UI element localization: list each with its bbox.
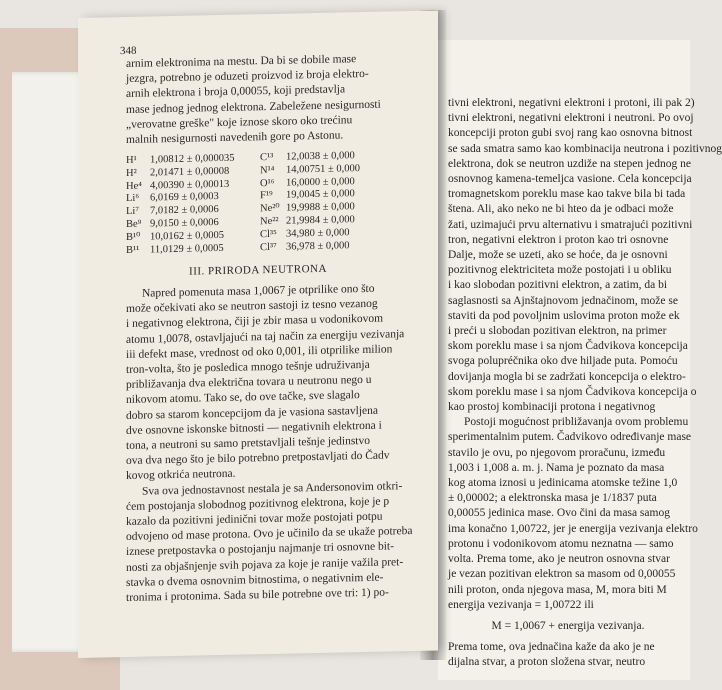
text-line: jezgra, potrebno je oduzeti proizvod iz broja elektro- bbox=[126, 68, 369, 86]
isotope-mass: 12,0038 ± 0,000 bbox=[286, 150, 355, 163]
text-line: energija vezivanja = 1,00722 ili bbox=[448, 598, 594, 611]
text-line: žati, uzimajući prvu alternativu i smatrajući pozitivni bbox=[448, 218, 693, 231]
text-line: Napred pomenuta masa 1,0067 je otprilike ono što bbox=[142, 282, 375, 300]
text-line: kog atoma iznosi u jedinicama atomske težine 1,0 bbox=[448, 477, 678, 490]
text-line: dijalna stvar, a proton složena stvar, neutro bbox=[448, 656, 646, 669]
isotope-mass: 34,980 ± 0,000 bbox=[286, 227, 350, 240]
isotope-mass-table bbox=[126, 149, 426, 258]
text-line: sperimentalnim putem. Čadvikovo određivanje mase bbox=[448, 431, 692, 444]
text-line: staviti da pod povoljnim uslovima proton može ek bbox=[448, 309, 680, 322]
text-line: odvojeno od mase protona. Ovo je učinilo da se ukaže potreba bbox=[126, 525, 413, 544]
text-line: tron, negativni elektron i proton kao tri osnovne bbox=[448, 233, 669, 246]
isotope-symbol: Cl³⁷ bbox=[260, 241, 277, 253]
text-line: kazalo da pozitivni jedinični tovar može postojati potpu bbox=[126, 510, 383, 529]
isotope-symbol: F¹⁹ bbox=[260, 190, 273, 202]
isotope-symbol: Be⁹ bbox=[126, 218, 142, 230]
right-page bbox=[438, 40, 722, 680]
isotope-symbol: B¹¹ bbox=[126, 244, 140, 256]
text-line: mase jednog jednog elektrona. Zabeležene nesigurnosti bbox=[126, 98, 381, 116]
isotope-mass: 14,00751 ± 0,000 bbox=[286, 162, 361, 176]
text-line: 0,00055 jedinica mase. Ovo čini da masa samog bbox=[448, 507, 670, 520]
text-line: Prema tome, ova jednačina kaže da ako je ne bbox=[448, 641, 655, 654]
isotope-mass: 10,0162 ± 0,0005 bbox=[150, 229, 225, 243]
isotope-symbol: Cl³⁵ bbox=[260, 228, 277, 240]
text-line: pozitivnog elektriciteta može postojati i u obliku bbox=[448, 264, 672, 277]
isotope-symbol: H² bbox=[126, 167, 137, 179]
text-line: malnih nesigurnosti navedenih gore po Astonu. bbox=[126, 129, 344, 147]
text-line: koncepciji proton gubi svoj rang kao osnovna bitnost bbox=[448, 127, 693, 140]
text-line: tivni elektroni, negativni elektroni i protoni, ili pak 2) bbox=[448, 97, 695, 109]
section-body bbox=[126, 281, 426, 607]
isotope-symbol: O¹⁶ bbox=[260, 177, 275, 189]
text-line: ± 0,00002; a elektronska masa je 1/1837 puta bbox=[448, 492, 657, 505]
text-line: i negativnog elektrona, čiji je zbir masa u vodonikovom bbox=[126, 313, 384, 331]
isotope-symbol: C¹³ bbox=[260, 151, 274, 164]
isotope-symbol: H¹ bbox=[126, 154, 137, 166]
text-line: arnim elektronima na mestu. Da bi se dobile mase bbox=[126, 53, 357, 70]
text-line: volta. Prema tome, ako je neutron osnovna stvar bbox=[448, 553, 670, 566]
isotope-mass: 36,978 ± 0,000 bbox=[286, 239, 350, 253]
isotope-mass: 1,00812 ± 0,000035 bbox=[150, 152, 235, 166]
text-line: tron-volta, što je posledica mnogo tešnje udruživanja bbox=[126, 358, 370, 377]
text-line: 1,003 i 1,008 a. m. j. Nama je poznato da masa bbox=[448, 461, 665, 474]
text-line: svoga polupréčnika oko dve hiljade puta. Pomoću bbox=[448, 355, 678, 368]
text-line: štena. Ali, ako neko ne bi hteo da je odbaci može bbox=[448, 203, 674, 216]
isotope-mass: 16,0000 ± 0,000 bbox=[286, 175, 355, 189]
text-line: dovijanja mogla bi se zadržati koncepcija o elektro- bbox=[448, 370, 686, 383]
text-line: skom poreklu mase i sa njom Čadvikova koncepcija o bbox=[448, 385, 697, 398]
section-title: III. PRIRODA NEUTRONA bbox=[189, 262, 327, 278]
equation: M = 1,0067 + energija vezivanja. bbox=[491, 619, 645, 632]
text-line: nili proton, onda njegova masa, M, mora biti M bbox=[448, 583, 667, 596]
isotope-mass: 9,0150 ± 0,0006 bbox=[150, 217, 219, 230]
text-line: i kao slobodan pozitivni elektron, a zatim, da bi bbox=[448, 279, 668, 292]
isotope-mass: 6,0169 ± 0,0003 bbox=[150, 191, 219, 204]
isotope-symbol: B¹⁰ bbox=[126, 231, 141, 243]
isotope-mass: 11,0129 ± 0,0005 bbox=[150, 242, 224, 256]
isotope-symbol: N¹⁴ bbox=[260, 164, 275, 176]
text-line: približavanja dva električna tovara u neutronu nego u bbox=[126, 374, 372, 392]
text-line: tivni elektroni, negativni elektroni i neutroni. Po ovoj bbox=[448, 112, 694, 125]
text-line: Dalje, može se uzeti, ako se hoće, da je osnovni bbox=[448, 249, 668, 262]
text-line: kao prostoj kombinaciji protona i negativnog bbox=[448, 401, 656, 414]
text-line: skom poreklu mase i sa njom Čadvikova koncepcija bbox=[448, 340, 688, 353]
text-line: kovog otkrića neutrona. bbox=[126, 468, 236, 483]
text-line: saglasnosti sa Ajnštajnovom jednačinom, može se bbox=[448, 294, 678, 307]
isotope-mass: 19,0045 ± 0,000 bbox=[286, 188, 355, 202]
text-line: stavilo je ovu, po njegovom proračunu, između bbox=[448, 446, 666, 459]
isotope-symbol: He⁴ bbox=[126, 180, 142, 192]
text-line: može očekivati ako se neutron sastoji iz tesno vezanog bbox=[126, 297, 378, 316]
intro-paragraph bbox=[126, 51, 426, 149]
isotope-symbol: Li⁷ bbox=[126, 205, 139, 218]
text-line: iii defekt mase, vrednost od oko 0,001, ili otprilike milion bbox=[126, 343, 393, 361]
text-line: tronima i protonima. Sada su bile potrebne ove tri: 1) po- bbox=[126, 586, 389, 605]
right-page-text bbox=[448, 96, 722, 671]
isotope-symbol: Li⁶ bbox=[126, 193, 139, 205]
text-line: ova dva nego što je bilo potrebno pretpostavljati do Čadv bbox=[126, 449, 390, 468]
text-line: dobro sa starom koncepcijom da je vasiona sastavljena bbox=[126, 404, 378, 422]
text-line: arnih elektrona i broja 0,00055, koji predstavlja bbox=[126, 83, 346, 101]
text-line: i preći u slobodan pozitivan elektron, na primer bbox=[448, 325, 667, 338]
text-line: tona, a neutroni su samo pretstavljali tešnje jedinstvo bbox=[126, 434, 371, 453]
text-line: dve osnovne iskonske bitnosti — negativnih elektrona i bbox=[126, 419, 382, 437]
isotope-mass: 21,9984 ± 0,000 bbox=[286, 214, 355, 227]
text-line: ćem postojanja slobodnog pozitivnog elektrona, koje je p bbox=[126, 495, 390, 513]
text-line: tromagnetskom poreklu mase kao takve bila bi tada bbox=[448, 188, 686, 201]
left-page bbox=[78, 10, 438, 658]
text-line: Sva ova jednostavnost nestala je sa Andersonovim otkri- bbox=[142, 479, 403, 498]
isotope-mass: 7,0182 ± 0,0006 bbox=[150, 204, 219, 217]
text-line: se sada smatra samo kao kombinacija neutrona i pozitivnog bbox=[448, 142, 722, 155]
text-line: nosti za objašnjenje svih pojava za koje je ranije važila pret- bbox=[126, 555, 404, 574]
page-number: 348 bbox=[120, 44, 137, 58]
text-line: ima konačno 1,00722, jer je energija vezivanja elektro bbox=[448, 522, 698, 535]
text-line: elektrona, dok se neutron uzdiže na stepen jednog ne bbox=[448, 157, 692, 170]
text-line: Postoji mogućnost približavanja ovom problemu bbox=[464, 416, 689, 429]
isotope-mass: 19,9988 ± 0,000 bbox=[286, 201, 355, 214]
text-line: atomu 1,0078, ostavljajući na taj način za energiju vezivanja bbox=[126, 327, 405, 346]
text-line: nikovom atomu. Tako se, do ove tačke, sve slagalo bbox=[126, 389, 360, 407]
text-line: protonu i vodonikovom atomu neznatna — samo bbox=[448, 537, 674, 550]
text-line: je vezan pozitivan elektron sa masom od 0,00055 bbox=[448, 568, 676, 581]
isotope-symbol: Ne²² bbox=[260, 215, 279, 228]
text-line: „verovatne greške" koje iznose skoro oko trećinu bbox=[126, 114, 353, 131]
isotope-mass: 4,00390 ± 0,00013 bbox=[150, 178, 230, 192]
isotope-mass: 2,01471 ± 0,00008 bbox=[150, 165, 230, 179]
text-line: iznese pretpostavka o postojanju najmanje tri osnovne bit- bbox=[126, 540, 394, 559]
text-line: stavka o dvema osnovnim bitnostima, o negativnim ele- bbox=[126, 571, 384, 589]
isotope-symbol: Ne²⁰ bbox=[260, 202, 280, 215]
text-line: osnovnog kamena-temeljca vasione. Cela koncepcija bbox=[448, 173, 692, 186]
